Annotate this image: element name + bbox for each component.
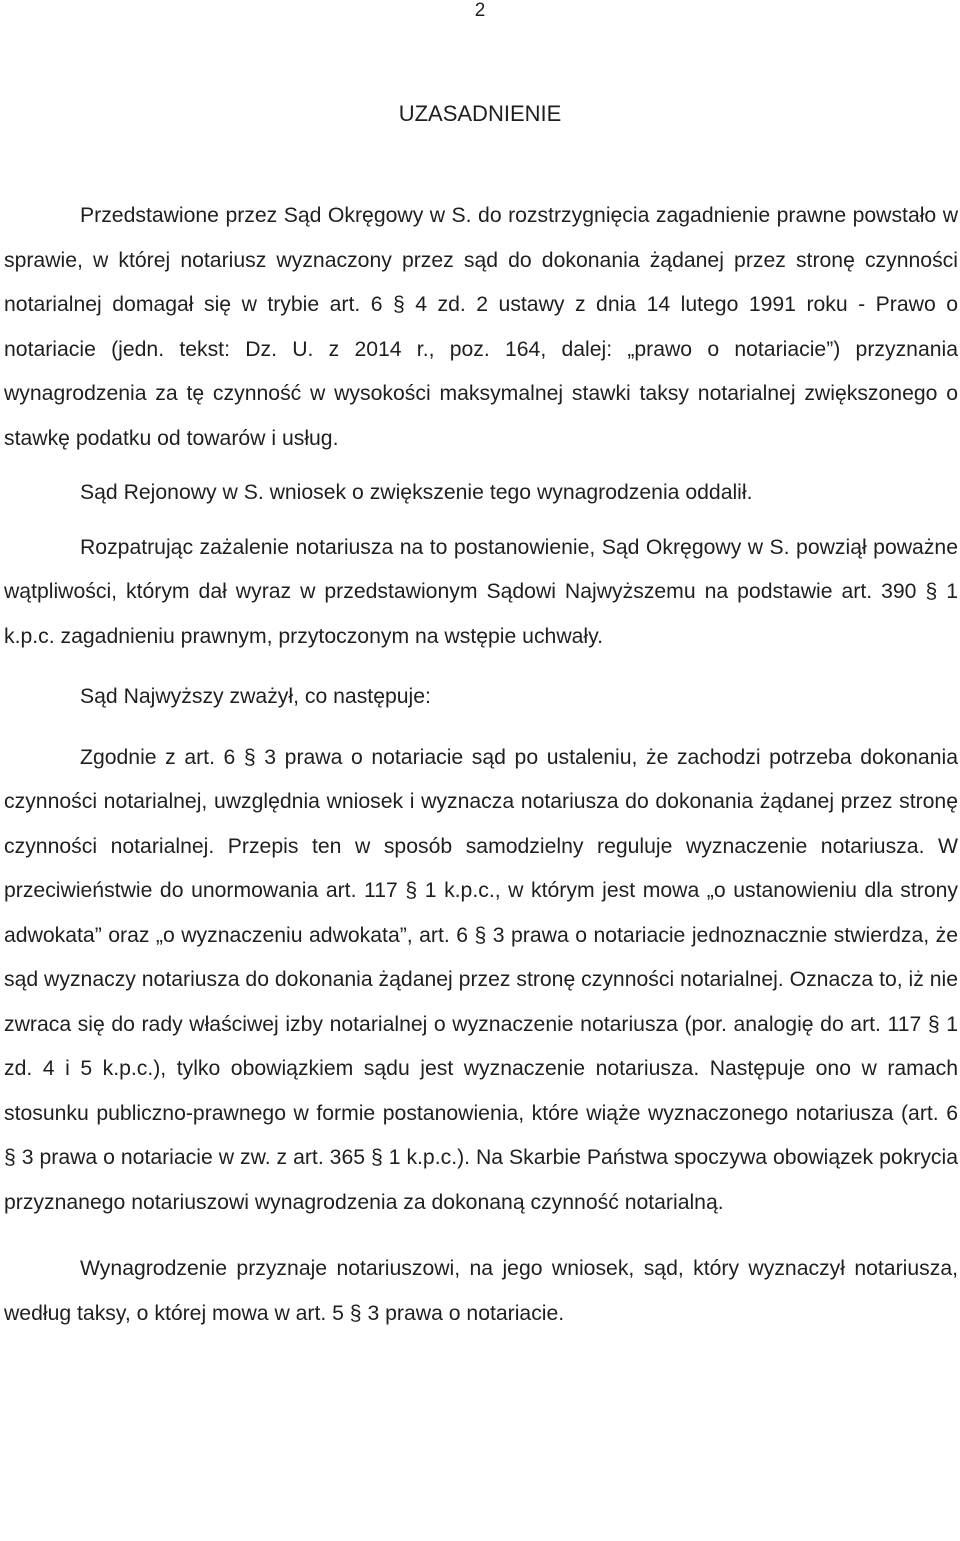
document-heading: UZASADNIENIE <box>398 101 562 126</box>
paragraph-case-background: Przedstawione przez Sąd Okręgowy w S. do rozstrzygnięcia zagadnienie prawne powstało w sprawie, w której notariusz wyznaczony przez sąd do dokonania żądanej przez stronę czynności notarialnej domagał się w trybie art. 6 § 4 zd. 2 ustawy z dnia 14 lutego 1991 roku - Prawo o notariacie (jedn. tekst: Dz. U. z 2014 r., poz. 164, dalej: „prawo o notariacie”) przyznania wynagrodzenia za tę czynność w wysokości maksymalnej stawki taksy notarialnej zwiększonego o stawkę podatku od towarów i usług. <box>4 204 958 450</box>
page-number: 2 <box>474 0 486 21</box>
paragraph-legal-analysis: Zgodnie z art. 6 § 3 prawa o notariacie sąd po ustaleniu, że zachodzi potrzeba dokonania czynności notarialnej, uwzględnia wniosek i wyznacza notariusza do dokonania żądanej przez stronę czynności notarialnej. Przepis ten w sposób samodzielny reguluje wyznaczenie notariusza. W przeciwieństwie do unormowania art. 117 § 1 k.p.c., w którym jest mowa „o ustanowieniu dla strony adwokata” oraz „o wyznaczeniu adwokata”, art. 6 § 3 prawa o notariacie jednoznacznie stwierdza, że sąd wyznaczy notariusza do dokonania żądanej przez stronę czynności notarialnej. Oznacza to, iż nie zwraca się do rady właściwej izby notarialnej o wyznaczenie notariusza (por. analogię do art. 117 § 1 zd. 4 i 5 k.p.c.), tylko obowiązkiem sądu jest wyznaczenie notariusza. Następuje ono w ramach stosunku publiczno-prawnego w formie postanowienia, które wiąże wyznaczonego notariusza (art. 6 § 3 prawa o notariacie w zw. z art. 365 § 1 k.p.c.). Na Skarbie Państwa spoczywa obowiązek pokrycia przyznanego notariuszowi wynagrodzenia za dokonaną czynność notarialną. <box>4 745 958 1214</box>
paragraph-district-court: Sąd Rejonowy w S. wniosek o zwiększenie tego wynagrodzenia oddalił. <box>80 481 753 504</box>
paragraph-remuneration: Wynagrodzenie przyznaje notariuszowi, na jego wniosek, sąd, który wyznaczył notariusza, według taksy, o której mowa w art. 5 § 3 prawa o notariacie. <box>4 1257 958 1325</box>
paragraph-appeal: Rozpatrując zażalenie notariusza na to postanowienie, Sąd Okręgowy w S. powziął poważne wątpliwości, którym dał wyraz w przedstawionym Sądowi Najwyższemu na podstawie art. 390 § 1 k.p.c. zagadnieniu prawnym, przytoczonym na wstępie uchwały. <box>4 535 958 648</box>
paragraph-supreme-court-intro: Sąd Najwyższy zważył, co następuje: <box>80 685 431 708</box>
document-body <box>4 194 958 1336</box>
